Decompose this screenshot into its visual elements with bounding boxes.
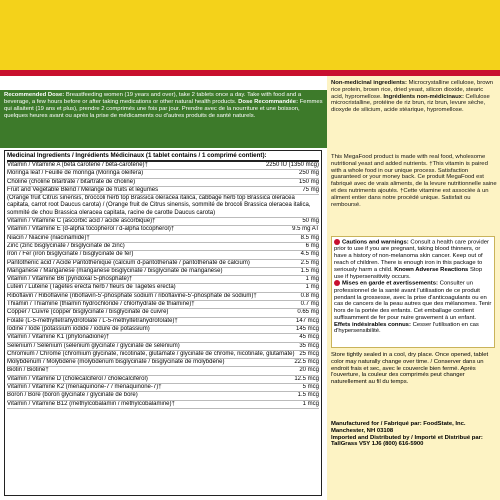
table-row xyxy=(7,195,319,218)
manufacturer-line3: Imported and Distributed by / Importé et Distribué par: TallGrass V5Y 1J6 (800) 616-5900 xyxy=(331,434,483,448)
ingredient-name: Thiamin / Thiamine (thiamin hydrochloride / chlorhydrate de thiamine)† xyxy=(7,301,195,308)
table-row xyxy=(7,187,319,195)
ingredient-name: Chromium / Chrome (chromium glycinate, nicotinate, glutamate / glycinate de chrome, nicotinate, glutamate) xyxy=(7,350,295,357)
warning-dot-icon xyxy=(334,280,340,286)
ingredient-name: Iron / Fer (iron bisglycinate / bisglycinate de fer) xyxy=(7,251,134,258)
top-banner xyxy=(0,0,500,70)
ingredient-amount: 150 mg xyxy=(298,178,319,185)
ingredient-name: Boron / Bore (boron glycinate / glycinate de bore) xyxy=(7,392,138,399)
nonmed-fr-text: Cellulose microcristalline, protéine de riz brun, riz brun, levure sèche, dioxyde de silicium, acide stéarique, hypromellose. xyxy=(331,93,490,114)
ingredient-amount: 0.8 mg xyxy=(300,292,319,299)
nonmedicinal-section xyxy=(331,80,497,114)
ingredient-name: Biotin / Biotine† xyxy=(7,367,49,374)
ingredient-name: Vitamin / Vitamine C (ascorbic acid / acide ascorbique)† xyxy=(7,218,156,225)
warn-en-label: Cautions and warnings: xyxy=(342,239,409,246)
warn-fr-text2: Cesser l'utilisation en cas d'hypersensibilité. xyxy=(334,321,479,335)
table-row xyxy=(7,243,319,251)
ingredient-amount: 250 mg xyxy=(298,170,319,177)
ingredient-name: Zinc (zinc bisglycinate / bisglycinate de zinc) xyxy=(7,242,125,249)
table-row xyxy=(7,343,319,351)
guarantee-en: This MegaFood product is made with real food, wholesome nutritional yeast and added nutrients. †This vitamin is paired with a whole food in our unique process. Satisfaction guaranteed or your money back. xyxy=(331,154,488,181)
ingredient-name: Vitamin / Vitamine B6 (pyridoxal 5-phosphate)† xyxy=(7,276,133,283)
table-row xyxy=(7,170,319,178)
ingredient-name: Niacin / Niacine (niacinamide)† xyxy=(7,234,90,241)
ingredient-amount: 22.5 mcg xyxy=(294,359,319,366)
ingredient-name: Vitamin / Vitamine K2 (menaquinone-7 / ménaquinone-7)† xyxy=(7,384,162,391)
ingredient-name: Vitamin / Vitamine E (d-alpha tocopherol / d-alpha tocophérol)† xyxy=(7,226,175,233)
table-row xyxy=(7,351,319,359)
table-row xyxy=(7,268,319,276)
ingredient-name: Copper / Cuivre (copper bisglycinate / bisglycinate de cuivre) xyxy=(7,309,169,316)
manufacturer-line2: Manchester, NH 03108 xyxy=(331,427,394,434)
warning-dot-icon xyxy=(334,239,340,245)
guarantee-section xyxy=(331,154,497,208)
ingredient-amount: 8.5 mg xyxy=(300,234,319,241)
table-row xyxy=(7,179,319,187)
ingredients-header: Medicinal Ingredients / Ingrédients Médicinaux (1 tablet contains / 1 comprimé contient): xyxy=(7,152,319,162)
dose-section xyxy=(0,90,327,148)
ingredient-name: Vitamin / Vitamine K1 (phytonadione)† xyxy=(7,334,110,341)
table-row xyxy=(7,276,319,284)
storage-section: Store tightly sealed in a cool, dry place. Once opened, tablet color may naturally change over time. / Conserver dans un endroit frais et sec, avec le couvercle bien fermé. Après l'ouverture, la couleur des comprimés peut changer naturellement au fil du temps. xyxy=(331,352,489,386)
warnings-box xyxy=(331,236,495,348)
table-row xyxy=(7,301,319,309)
nonmed-en-text: Microcrystalline cellulose, brown rice protein, brown rice, dried yeast, silicon dioxide, stearic acid, hypromellose. xyxy=(331,80,494,100)
table-row xyxy=(7,251,319,259)
ingredient-amount: 35 mcg xyxy=(299,342,319,349)
manufacturer-section xyxy=(331,421,497,448)
ingredient-amount: 20 mcg xyxy=(299,367,319,374)
table-row xyxy=(7,401,319,409)
ingredient-amount: 9.5 mg AT xyxy=(292,226,319,233)
nonmed-en-label: Non-medicinal ingredients: xyxy=(331,80,407,86)
nonmed-fr-label: Ingrédients non-médicinaux: xyxy=(383,93,464,100)
table-row xyxy=(7,384,319,392)
warn-fr-label: Mises en garde et avertissements: xyxy=(342,280,438,287)
manufacturer-line1: Manufactured for / Fabriqué par: FoodState, Inc. xyxy=(331,421,466,427)
dose-fr-label: Dose Recommandée: xyxy=(238,99,299,105)
ingredient-name: Riboflavin / Riboflavine (riboflavin-5'-phosphate sodium / riboflavine-5'-phosphate de sodium)† xyxy=(7,292,257,299)
ingredient-name: Molybdenum / Molybdène (molybdenum bisglycinate / bisglycinate de molybdène) xyxy=(7,359,225,366)
ingredient-amount: 5 mcg xyxy=(302,384,319,391)
ingredient-name: Vitamin / Vitamine A (beta carotene / bêta-carotène)† xyxy=(7,162,148,168)
ingredients-rows xyxy=(7,162,319,409)
ingredient-name: Vitamin / Vitamine B12 (methylcobalamin / méthylcobalamine)† xyxy=(7,400,175,407)
table-row xyxy=(7,334,319,342)
table-row xyxy=(7,293,319,301)
ingredient-amount xyxy=(316,195,319,217)
dose-en-text: Breastfeeding women (19 years and over), take 2 tablets once a day. Take with food and a beverage, a few hours before or after taking medications or other natural health products. xyxy=(4,92,302,105)
ingredient-amount: 75 mg xyxy=(302,186,319,193)
ingredient-amount: 1 mg xyxy=(305,284,319,291)
ingredient-amount: 1.5 mg xyxy=(300,267,319,274)
ingredient-amount: 2.5 mg xyxy=(300,259,319,266)
ingredient-amount: 2250 IU (1350 mcg) xyxy=(265,162,319,168)
ingredient-amount: 1 mcg xyxy=(302,400,319,407)
ingredient-name: Vitamin / Vitamine D (cholecalciferol / cholécalciférol) xyxy=(7,375,148,382)
ingredient-amount: 1.5 mcg xyxy=(297,392,319,399)
guarantee-fr: Ce produit MegaFood est fabriqué avec de vrais aliments, de la levure nutritionnelle saine et des nutriments ajoutés. †Cette vitamine est associée à un aliment entier dans notre procédé unique. Satisfait ou remboursé. xyxy=(331,174,497,208)
ingredient-amount: 147 mcg xyxy=(295,317,319,324)
ingredient-name: Moringa leaf / Feuille de moringa (Moringa oleifera) xyxy=(7,170,144,177)
table-row xyxy=(7,226,319,234)
ingredient-name: Folate (L-5-methyltetrahydrofolate / L-5-méthyltétrahydrofolate)† xyxy=(7,317,178,324)
ingredient-name: Choline (choline bitartrate / bitartrate de choline) xyxy=(7,178,136,185)
ingredient-amount: 145 mcg xyxy=(295,325,319,332)
table-row xyxy=(7,260,319,268)
ingredients-table xyxy=(4,150,322,496)
table-row xyxy=(7,162,319,170)
table-row xyxy=(7,359,319,367)
table-row xyxy=(7,218,319,226)
table-row xyxy=(7,367,319,375)
warn-fr-text: Consulter un professionnel de la santé avant l'utilisation de ce produit pendant la grossesse, avec la prise d'anticoagulants ou en cas de cancers de la peau autres que des mélanomes. Tenir hors de la portée des enfants. Cet emballage contient suffisamment de fer pour nuire gravement à un enfant. xyxy=(334,280,492,321)
ingredient-amount: 0.65 mg xyxy=(297,309,319,316)
table-row xyxy=(7,309,319,317)
ingredient-name: Fruit and Vegetable Blend / Mélange de fruits et légumes xyxy=(7,186,159,193)
table-row xyxy=(7,376,319,384)
ingredient-amount: 6 mg xyxy=(305,242,319,249)
ingredient-amount: 4.5 mg xyxy=(300,251,319,258)
warn-fr-label2: Effets indésirables connus: xyxy=(334,321,411,328)
ingredient-name: Manganese / Manganèse (manganese bisglycinate / bisglycinate de manganèse) xyxy=(7,267,223,274)
ingredient-name: (Orange fruit Citrus sinensis, broccoli herb top Brassica oleracea italica, cabbage herb top Brassica oleracea capitata, carrot root Daucus carota) / (Orange fruit de Citrus sinensis, sommité de brocoli Brassica oleracea italica, sommité de chou Brassica oleracea capitata, racine de carotte Daucus carota) xyxy=(7,195,311,216)
table-row xyxy=(7,284,319,292)
table-row xyxy=(7,235,319,243)
ingredient-name: Lutein / Lutéine (Tagetes erecta herb / fleurs de Tagetes erecta) xyxy=(7,284,176,291)
warn-en-text2: Stop use if hypersensitivity occurs. xyxy=(334,266,483,280)
dose-fr-text: Femmes qui allaitent (19 ans et plus), prendre 2 comprimés une fois par jour. Prendre avec de la nourriture et une boisson, quelques heures avant ou après la prise de médicaments ou d'autres produits de santé naturels. xyxy=(4,99,323,119)
ingredient-amount: 50 mg xyxy=(302,218,319,225)
ingredient-name: Iodine / Iode (potassium iodide / iodure de potassium) xyxy=(7,325,150,332)
ingredient-name: Selenium / Sélénium (selenium glycinate / glycinate de sélénium) xyxy=(7,342,180,349)
table-row xyxy=(7,392,319,400)
ingredient-amount: 25 mcg xyxy=(299,350,319,357)
warn-en-text: Consult a health care provider prior to use if you are pregnant, taking blood thinners, or have a history of non-melanoma skin cancer. Keep out of reach of children. There is enough iron in this package to seriously harm a child. xyxy=(334,239,489,273)
ingredient-amount: 45 mcg xyxy=(299,334,319,341)
table-row xyxy=(7,326,319,334)
ingredient-name: Pantothenic acid / Acide Pantothénique (calcium d-pantothenate / pantothénate de calcium) xyxy=(7,259,250,266)
warn-en-label2: Known Adverse Reactions xyxy=(394,266,469,273)
table-row xyxy=(7,318,319,326)
ingredient-amount: 12.5 mcg xyxy=(294,375,319,382)
dose-en-label: Recommended Dose: xyxy=(4,92,65,98)
ingredient-amount: 0.7 mg xyxy=(300,301,319,308)
ingredient-amount: 1 mg xyxy=(305,276,319,283)
